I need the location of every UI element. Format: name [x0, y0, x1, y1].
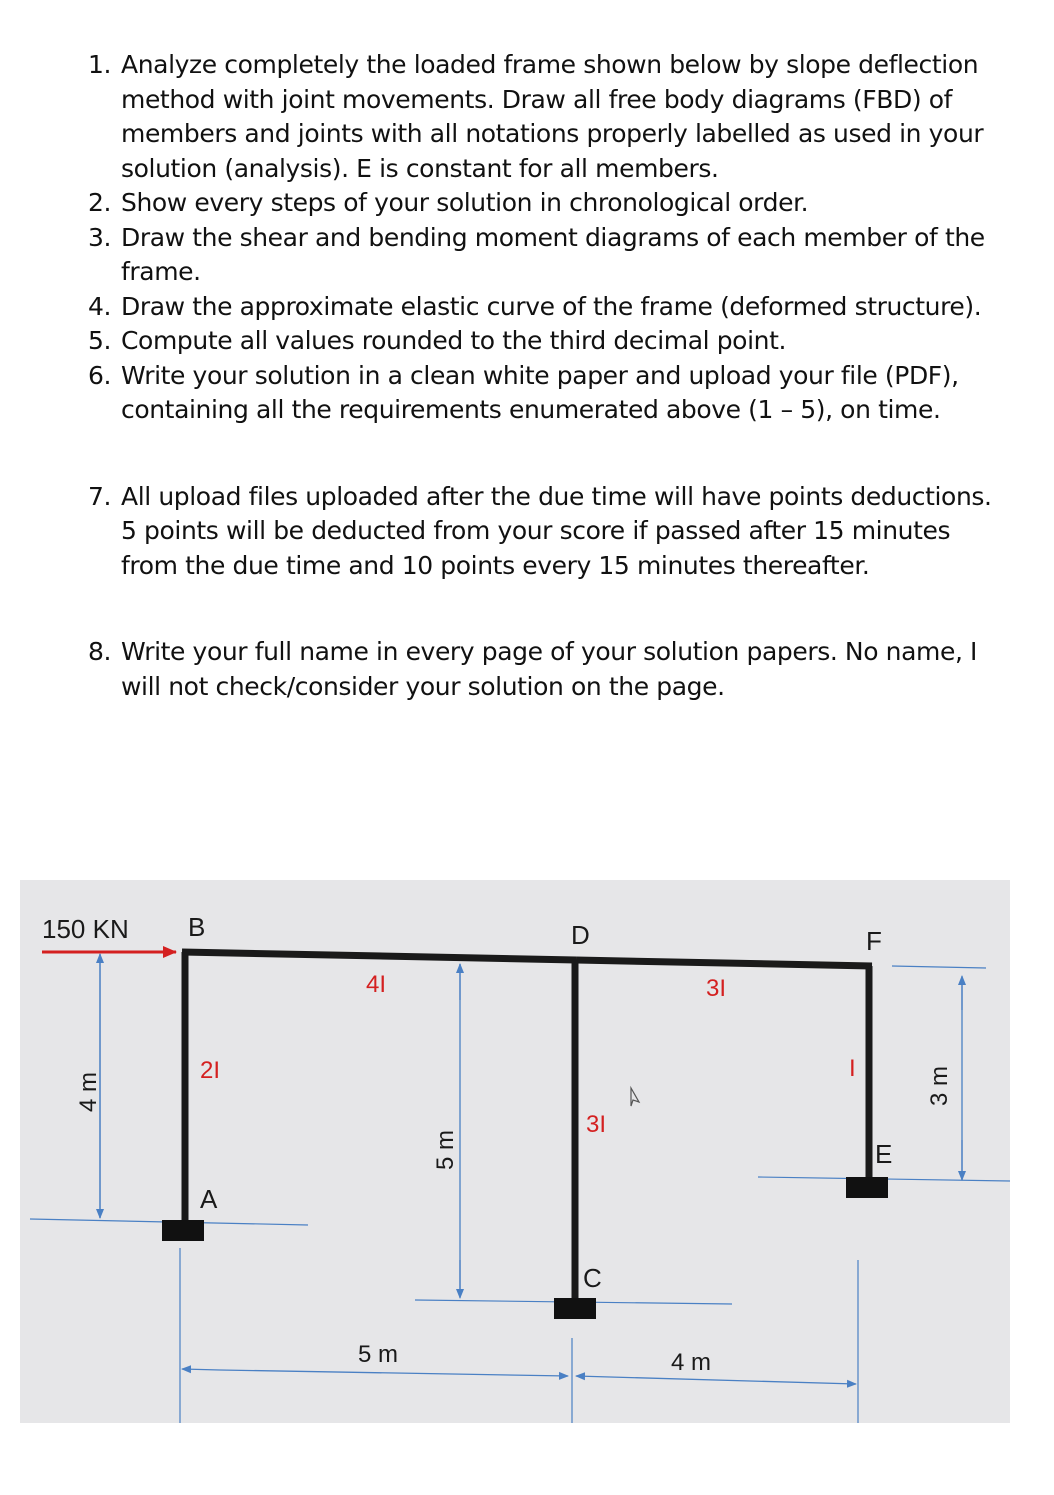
- stiffness-ef: I: [849, 1055, 856, 1082]
- fixed-support-a: [162, 1220, 204, 1241]
- instruction-2: [88, 186, 1008, 221]
- instruction-number: 5.: [88, 326, 112, 355]
- frame-diagram: [20, 880, 1010, 1423]
- dim-label-cd: 5 m: [432, 1129, 459, 1170]
- instruction-text: Write your solution in a clean white paper and upload your file (PDF), containing all the requirements enumerated above (1 – 5), on time.: [121, 360, 959, 424]
- member-df: [576, 960, 872, 966]
- instruction-3: [88, 221, 1008, 290]
- dim-df-arrow-left: [576, 1376, 610, 1377]
- dim-bd-span: [220, 1370, 568, 1376]
- instruction-8: [88, 635, 1008, 704]
- dim-label-ab: 4 m: [75, 1071, 102, 1112]
- dim-df-span: [610, 1377, 856, 1384]
- cursor-icon: [631, 1088, 639, 1106]
- instruction-text: Draw the shear and bending moment diagrams of each member of the frame.: [121, 222, 985, 286]
- stiffness-ab: 2I: [200, 1057, 221, 1084]
- instruction-text: Draw the approximate elastic curve of the frame (deformed structure).: [121, 291, 982, 321]
- instructions: [88, 48, 1008, 704]
- instruction-number: 8.: [88, 637, 112, 666]
- instruction-text: Write your full name in every page of your solution papers. No name, I will not check/consider your solution on the page.: [121, 637, 978, 701]
- instruction-7: [88, 480, 1008, 584]
- dim-label-ef: 3 m: [926, 1065, 953, 1106]
- stiffness-bd: 4I: [366, 971, 387, 998]
- instruction-5: [88, 324, 1008, 359]
- joint-label-d: D: [571, 920, 590, 950]
- stiffness-cd: 3I: [586, 1111, 607, 1138]
- instruction-text: Compute all values rounded to the third decimal point.: [121, 326, 787, 355]
- instruction-1: [88, 48, 1008, 186]
- instruction-number: 6.: [88, 360, 112, 390]
- load-label: 150 KN: [42, 914, 129, 944]
- fixed-support-c: [554, 1298, 596, 1319]
- instruction-6: [88, 359, 1008, 428]
- instruction-text: Show every steps of your solution in chronological order.: [121, 188, 809, 217]
- joint-label-e: E: [875, 1139, 893, 1169]
- stiffness-df: 3I: [706, 975, 727, 1002]
- top-ref-line-f: [892, 966, 986, 968]
- instruction-number: 4.: [88, 291, 112, 321]
- member-bd: [182, 952, 576, 960]
- dim-bd-arrow-left: [182, 1369, 220, 1370]
- instruction-number: 1.: [88, 50, 112, 79]
- joint-label-a: A: [200, 1184, 218, 1214]
- joint-label-c: C: [583, 1263, 602, 1293]
- instruction-number: 3.: [88, 222, 112, 252]
- dim-label-df: 4 m: [671, 1349, 712, 1376]
- instruction-text: All upload files uploaded after the due time will have points deductions. 5 points will be deducted from your score if passed after 15 minutes from the due time and 10 points every 15 minutes thereafter.: [121, 481, 992, 580]
- fixed-support-e: [846, 1177, 888, 1198]
- joint-label-f: F: [866, 926, 882, 956]
- instruction-number: 2.: [88, 188, 112, 217]
- dim-label-bd: 5 m: [358, 1341, 399, 1368]
- joint-label-b: B: [188, 912, 206, 942]
- instruction-list: [88, 48, 1008, 704]
- instruction-number: 7.: [88, 481, 112, 511]
- frame-figure: [20, 880, 1010, 1423]
- instruction-text: Analyze completely the loaded frame shown below by slope deflection method with joint movements. Draw all free body diagrams (FBD) of members and joints with all notations properly labelled as used in your solution (analysis). E is constant for all members.: [121, 50, 984, 183]
- instruction-4: [88, 290, 1008, 325]
